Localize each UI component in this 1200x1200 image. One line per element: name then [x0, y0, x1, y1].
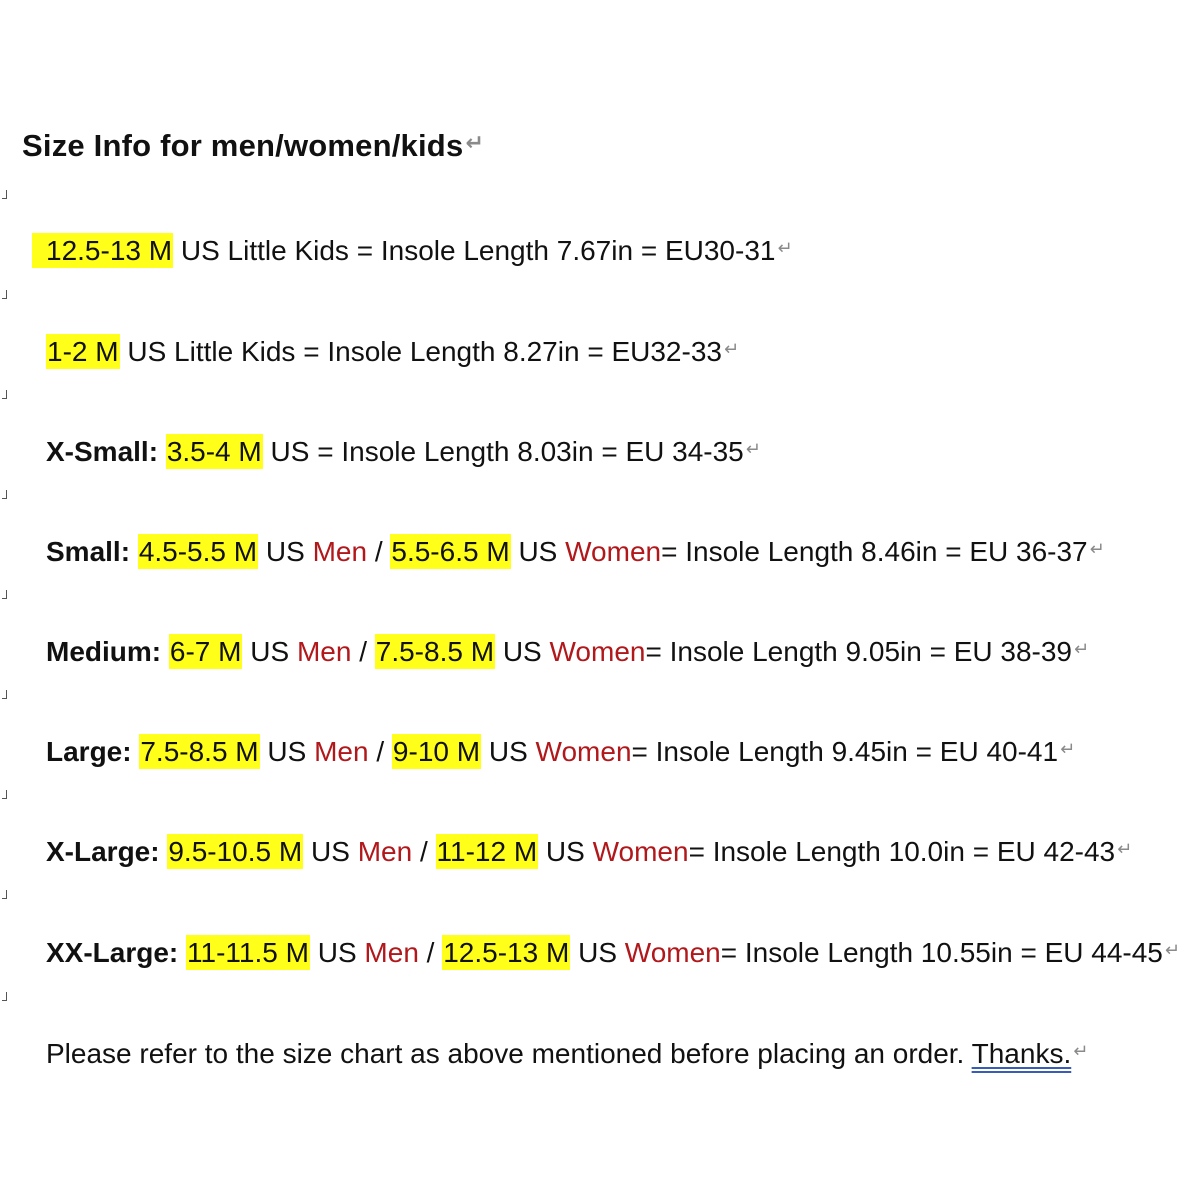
us-text: US: [250, 636, 290, 667]
footer-text: Please refer to the size chart as above mentioned before placing an order.: [46, 1038, 972, 1069]
paragraph-mark-icon: ↵: [777, 238, 793, 259]
women-size-highlight: 5.5-6.5 M: [391, 536, 510, 567]
footer-note: [46, 1033, 1088, 1073]
paragraph-mark-icon: ↵: [745, 439, 761, 460]
us-text: US: [578, 937, 617, 968]
women-text: Women: [565, 536, 662, 567]
size-row-kids-12-5: [32, 230, 793, 270]
paragraph-marker-icon: [2, 992, 7, 1001]
women-text: Women: [624, 937, 721, 968]
men-size-highlight: 9.5-10.5 M: [168, 836, 303, 867]
insole-text: = Insole Length 8.46in = EU 36-37: [661, 536, 1088, 567]
men-size-highlight: 4.5-5.5 M: [138, 536, 258, 567]
men-size-highlight: 7.5-8.5 M: [140, 736, 259, 767]
size-label: X-Large:: [46, 836, 160, 867]
paragraph-marker-icon: [2, 890, 7, 899]
paragraph-mark-icon: ↵: [1060, 739, 1076, 760]
size-row-xx-large: [46, 932, 1180, 972]
women-size-highlight: 7.5-8.5 M: [375, 636, 495, 667]
slash-text: /: [419, 836, 428, 867]
paragraph-marker-icon: [2, 490, 7, 499]
size-row-description: US = Insole Length 8.03in = EU 34-35: [262, 436, 744, 467]
paragraph-marker-icon: [2, 590, 7, 599]
women-size-highlight: 11-12 M: [436, 836, 538, 867]
slash-text: /: [374, 536, 383, 567]
men-text: Men: [312, 536, 368, 567]
us-text: US: [502, 636, 542, 667]
paragraph-marker-icon: [2, 390, 7, 399]
title-text: Size Info for men/women/kids: [22, 128, 464, 163]
paragraph-mark-icon: ↵: [723, 339, 740, 360]
us-text: US: [267, 736, 307, 767]
paragraph-mark-icon: ↵: [1074, 639, 1090, 660]
paragraph-mark-icon: ↵: [1089, 539, 1105, 560]
size-label: XX-Large:: [46, 937, 179, 968]
us-text: US: [488, 736, 528, 767]
paragraph-mark-icon: ↵: [1164, 940, 1180, 961]
paragraph-marker-icon: [2, 790, 7, 799]
women-text: Women: [592, 836, 689, 867]
us-text: US: [545, 836, 585, 867]
size-us-highlight: 1-2 M: [47, 336, 119, 367]
us-text: US: [317, 937, 357, 968]
women-text: Women: [549, 636, 646, 667]
us-text: US: [518, 536, 558, 567]
size-us-highlight: 3.5-4 M: [166, 436, 262, 467]
slash-text: /: [376, 736, 385, 767]
paragraph-mark-icon: ↵: [465, 131, 485, 156]
slash-text: /: [426, 937, 435, 968]
men-text: Men: [357, 836, 413, 867]
men-text: Men: [314, 736, 369, 767]
men-size-highlight: 11-11.5 M: [187, 937, 309, 968]
paragraph-marker-icon: [2, 190, 7, 199]
size-row-description: US Little Kids = Insole Length 8.27in = EU32-33: [119, 336, 722, 367]
women-size-highlight: 12.5-13 M: [443, 937, 570, 968]
women-text: Women: [535, 736, 632, 767]
size-row-medium: [46, 631, 1089, 671]
size-row-description: US Little Kids = Insole Length 7.67in = EU30-31: [173, 235, 776, 266]
size-label: Small:: [46, 536, 131, 567]
slash-text: /: [359, 636, 367, 667]
size-row-small: [46, 531, 1105, 571]
us-text: US: [311, 836, 350, 867]
insole-text: = Insole Length 9.05in = EU 38-39: [645, 636, 1073, 667]
paragraph-mark-icon: ↵: [1073, 1041, 1089, 1062]
size-row-x-small: [46, 431, 761, 471]
paragraph-marker-icon: [2, 290, 7, 299]
insole-text: = Insole Length 10.0in = EU 42-43: [688, 836, 1116, 867]
men-text: Men: [364, 937, 419, 968]
size-row-large: [46, 731, 1075, 771]
insole-text: = Insole Length 10.55in = EU 44-45: [720, 937, 1163, 968]
size-info-title: [22, 128, 484, 164]
us-text: US: [265, 536, 305, 567]
size-row-kids-1-2: [46, 331, 739, 371]
size-label: Large:: [46, 736, 132, 767]
paragraph-marker-icon: [2, 690, 7, 699]
size-row-x-large: [46, 831, 1132, 871]
men-size-highlight: 6-7 M: [169, 636, 242, 667]
size-label: Medium:: [46, 636, 162, 667]
paragraph-mark-icon: ↵: [1117, 839, 1133, 860]
size-us-highlight: 12.5-13 M: [32, 233, 173, 268]
size-label: X-Small:: [46, 436, 159, 467]
insole-text: = Insole Length 9.45in = EU 40-41: [631, 736, 1059, 767]
men-text: Men: [296, 636, 352, 667]
thanks-text: Thanks.: [971, 1038, 1072, 1069]
women-size-highlight: 9-10 M: [392, 736, 481, 767]
